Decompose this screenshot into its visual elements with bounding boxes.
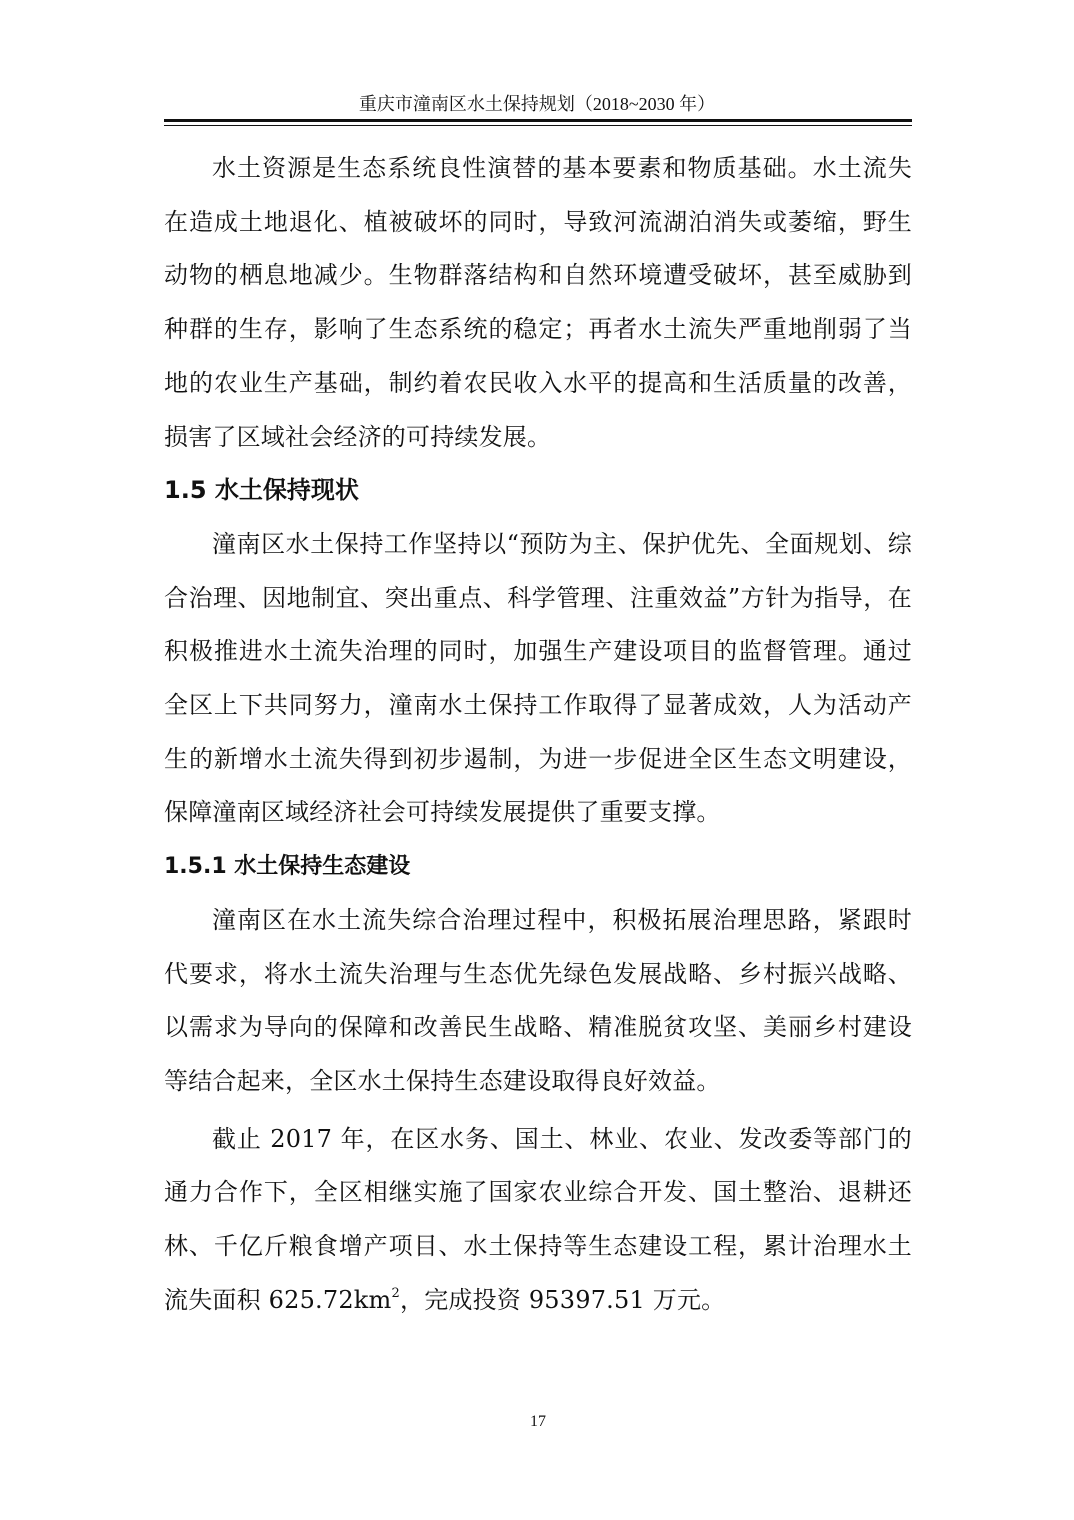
paragraph-conservation-status: 潼南区水土保持工作坚持以“预防为主、保护优先、全面规划、综合治理、因地制宜、突出重点、科学管理、注重效益”方针为指导，在积极推进水土流失治理的同时，加强生产建设项目的监督管理。通过全区上下共同努力，潼南水土保持工作取得了显著成效，人为活动产生的新增水土流失得到初步遏制，为进一步促进全区生态文明建设，保障潼南区域经济社会可持续发展提供了重要支撑。 bbox=[164, 529, 912, 827]
paragraph-investment-summary bbox=[164, 1113, 912, 1328]
area-unit-superscript: 2 bbox=[391, 1285, 400, 1301]
paragraph-ecological-construction: 潼南区在水土流失综合治理过程中，积极拓展治理思路，紧跟时代要求，将水土流失治理与生态优先绿色发展战略、乡村振兴战略、以需求为导向的保障和改善民生战略、精准脱贫攻坚、美丽乡村建设等结合起来，全区水土保持生态建设取得良好效益。 bbox=[164, 905, 912, 1095]
section-heading-1-5: 1.5 水土保持现状 bbox=[164, 476, 359, 505]
header-rule-thick bbox=[164, 119, 912, 122]
page-body bbox=[164, 142, 912, 1327]
header-rule-thin bbox=[164, 125, 912, 126]
page-number: 17 bbox=[530, 1413, 546, 1430]
paragraph-soil-resources: 水土资源是生态系统良性演替的基本要素和物质基础。水土流失在造成土地退化、植被破坏的同时，导致河流湖泊消失或萎缩，野生动物的栖息地减少。生物群落结构和自然环境遭受破坏，甚至威胁到种群的生存，影响了生态系统的稳定；再者水土流失严重地削弱了当地的农业生产基础，制约着农民收入水平的提高和生活质量的改善，损害了区域社会经济的可持续发展。 bbox=[164, 154, 912, 451]
section-heading-1-5-1: 1.5.1 水土保持生态建设 bbox=[164, 854, 411, 880]
investment-text-end: ，完成投资 95397.51 万元。 bbox=[400, 1285, 726, 1314]
investment-text-start: 截止 2017 年，在区水务、国土、林业、农业、发改委等部门的通力合作下，全区相继实施了国家农业综合开发、国土整治、退耕还林、千亿斤粮食增产项目、水土保持等生态建设工程，累计治理水土流失面积 625.72km bbox=[164, 1124, 912, 1314]
running-header: 重庆市潼南区水土保持规划（2018~2030 年） bbox=[358, 94, 716, 114]
